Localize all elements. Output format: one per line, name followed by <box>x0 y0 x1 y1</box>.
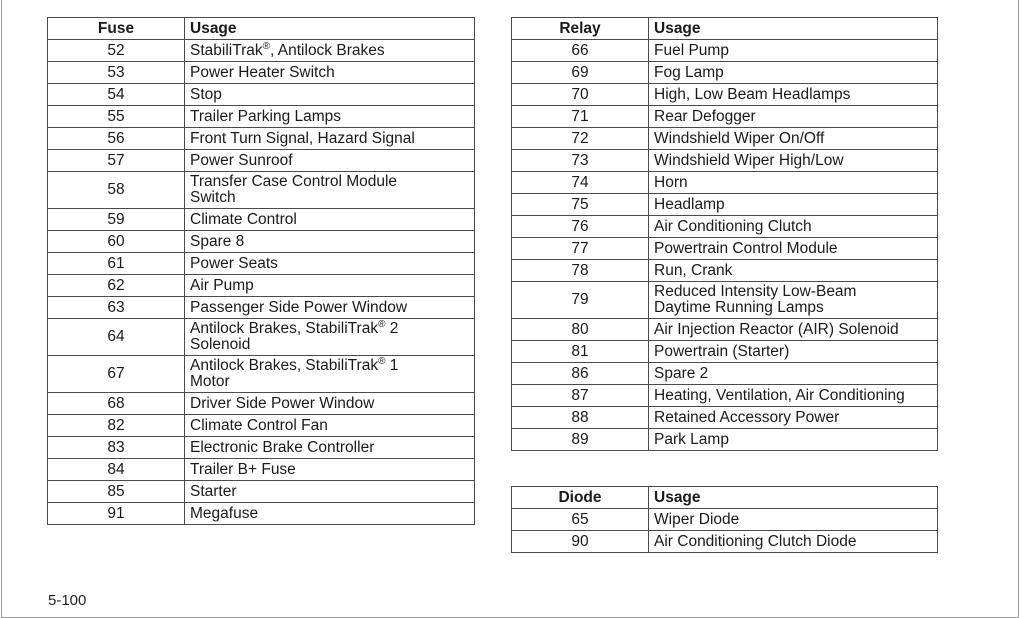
usage-text: Electronic Brake Controller <box>190 438 375 456</box>
table-row <box>512 319 938 341</box>
table-row <box>48 393 475 415</box>
table-row <box>48 356 475 393</box>
usage-text: Air Conditioning Clutch Diode <box>654 532 857 550</box>
row-number-cell: 77 <box>512 238 649 260</box>
usage-text: Front Turn Signal, Hazard Signal <box>190 129 415 147</box>
row-number-cell: 53 <box>48 62 185 84</box>
usage-text: Air Injection Reactor (AIR) Solenoid <box>654 320 899 338</box>
table-row <box>512 172 938 194</box>
usage-text: Park Lamp <box>654 430 729 448</box>
relay-column-header: Relay <box>512 18 649 40</box>
usage-cell <box>649 385 938 407</box>
usage-cell <box>185 356 475 393</box>
row-number-cell: 52 <box>48 40 185 62</box>
usage-cell <box>185 481 475 503</box>
usage-text: Climate Control <box>190 210 297 228</box>
usage-cell <box>649 150 938 172</box>
usage-text: Windshield Wiper On/Off <box>654 129 825 147</box>
usage-cell <box>649 260 938 282</box>
usage-text: Trailer B+ Fuse <box>190 460 296 478</box>
row-number-cell: 60 <box>48 231 185 253</box>
usage-text-after: 2 <box>385 320 399 337</box>
usage-cell <box>185 62 475 84</box>
usage-cell <box>649 341 938 363</box>
row-number-cell: 66 <box>512 40 649 62</box>
table-row <box>48 297 475 319</box>
relay-table-body <box>512 40 938 451</box>
usage-cell <box>649 429 938 451</box>
table-row <box>48 40 475 62</box>
usage-cell <box>649 319 938 341</box>
usage-text: Fog Lamp <box>654 63 724 81</box>
usage-cell <box>185 297 475 319</box>
row-number-cell: 67 <box>48 356 185 393</box>
usage-text: Driver Side Power Window <box>190 394 375 412</box>
row-number-cell: 75 <box>512 194 649 216</box>
usage-cell <box>649 216 938 238</box>
usage-text-line2: Daytime Running Lamps <box>654 299 824 316</box>
usage-text: Rear Defogger <box>654 107 756 125</box>
row-number-cell: 65 <box>512 509 649 531</box>
table-row <box>512 509 938 531</box>
usage-text: Trailer Parking Lamps <box>190 107 342 125</box>
usage-text: Antilock Brakes, StabiliTrak <box>190 357 379 374</box>
usage-cell <box>185 231 475 253</box>
registered-mark: ® <box>262 40 271 52</box>
row-number-cell: 78 <box>512 260 649 282</box>
relay-table <box>511 17 938 451</box>
table-row <box>48 481 475 503</box>
usage-text: Wiper Diode <box>654 510 740 528</box>
row-number-cell: 70 <box>512 84 649 106</box>
table-row <box>48 253 475 275</box>
usage-cell <box>649 106 938 128</box>
row-number-cell: 88 <box>512 407 649 429</box>
row-number-cell: 83 <box>48 437 185 459</box>
usage-text: Stop <box>190 85 222 103</box>
table-row <box>48 84 475 106</box>
table-row <box>512 128 938 150</box>
usage-text: Horn <box>654 173 688 191</box>
row-number-cell: 64 <box>48 319 185 356</box>
table-row <box>48 172 475 209</box>
usage-text: Powertrain (Starter) <box>654 342 790 360</box>
table-row <box>512 62 938 84</box>
table-row <box>512 84 938 106</box>
usage-cell <box>649 62 938 84</box>
table-row <box>512 106 938 128</box>
row-number-cell: 62 <box>48 275 185 297</box>
usage-text: StabiliTrak <box>190 41 263 59</box>
row-number-cell: 84 <box>48 459 185 481</box>
row-number-cell: 61 <box>48 253 185 275</box>
table-row <box>48 128 475 150</box>
diode-column-header: Diode <box>512 487 649 509</box>
usage-cell <box>649 407 938 429</box>
usage-text: Climate Control Fan <box>190 416 328 434</box>
usage-cell <box>649 282 938 319</box>
row-number-cell: 68 <box>48 393 185 415</box>
fuse-table <box>47 17 475 525</box>
table-row <box>512 260 938 282</box>
row-number-cell: 86 <box>512 363 649 385</box>
usage-text-line2: Solenoid <box>190 336 251 353</box>
usage-cell <box>185 106 475 128</box>
table-row <box>512 429 938 451</box>
usage-text: Reduced Intensity Low-Beam <box>654 283 857 300</box>
fuse-table-body <box>48 40 475 525</box>
usage-text: Spare 2 <box>654 364 709 382</box>
usage-text: Run, Crank <box>654 261 733 279</box>
table-row <box>48 106 475 128</box>
usage-cell <box>185 415 475 437</box>
row-number-cell: 81 <box>512 341 649 363</box>
table-row <box>512 40 938 62</box>
usage-cell <box>649 194 938 216</box>
usage-text: Antilock Brakes, StabiliTrak <box>190 320 379 337</box>
row-number-cell: 71 <box>512 106 649 128</box>
row-number-cell: 80 <box>512 319 649 341</box>
usage-cell <box>649 128 938 150</box>
row-number-cell: 59 <box>48 209 185 231</box>
table-row <box>512 216 938 238</box>
usage-text: Air Conditioning Clutch <box>654 217 812 235</box>
usage-text: Power Heater Switch <box>190 63 335 81</box>
table-row <box>512 150 938 172</box>
row-number-cell: 63 <box>48 297 185 319</box>
row-number-cell: 91 <box>48 503 185 525</box>
row-number-cell: 58 <box>48 172 185 209</box>
table-row <box>512 363 938 385</box>
usage-text: High, Low Beam Headlamps <box>654 85 851 103</box>
fuse-table-header <box>48 18 475 40</box>
usage-text-after: , Antilock Brakes <box>270 41 385 59</box>
usage-cell <box>185 253 475 275</box>
registered-mark: ® <box>378 355 386 367</box>
row-number-cell: 76 <box>512 216 649 238</box>
row-number-cell: 55 <box>48 106 185 128</box>
table-row <box>48 503 475 525</box>
table-row <box>48 415 475 437</box>
usage-text: Powertrain Control Module <box>654 239 838 257</box>
usage-cell <box>649 84 938 106</box>
usage-cell <box>185 459 475 481</box>
table-row <box>512 341 938 363</box>
diode-table-body <box>512 509 938 553</box>
usage-cell <box>185 437 475 459</box>
table-row <box>48 319 475 356</box>
table-row <box>48 231 475 253</box>
usage-cell <box>649 40 938 62</box>
table-row <box>512 194 938 216</box>
diode-table <box>511 486 938 553</box>
row-number-cell: 82 <box>48 415 185 437</box>
row-number-cell: 73 <box>512 150 649 172</box>
table-row <box>512 238 938 260</box>
row-number-cell: 69 <box>512 62 649 84</box>
diode-table-header <box>512 487 938 509</box>
usage-text: Air Pump <box>190 276 254 294</box>
usage-text: Spare 8 <box>190 232 245 250</box>
usage-column-header: Usage <box>649 487 938 509</box>
usage-text: Power Seats <box>190 254 278 272</box>
relay-table-header <box>512 18 938 40</box>
usage-text-line2: Motor <box>190 373 230 390</box>
usage-text-line2: Switch <box>190 189 236 206</box>
usage-column-header: Usage <box>185 18 475 40</box>
usage-cell <box>185 150 475 172</box>
usage-cell <box>185 319 475 356</box>
row-number-cell: 74 <box>512 172 649 194</box>
usage-cell <box>185 275 475 297</box>
usage-cell <box>185 393 475 415</box>
usage-text: Starter <box>190 482 237 500</box>
usage-cell <box>185 172 475 209</box>
usage-cell <box>649 509 938 531</box>
usage-text: Windshield Wiper High/Low <box>654 151 844 169</box>
usage-cell <box>185 128 475 150</box>
usage-text: Retained Accessory Power <box>654 408 840 426</box>
row-number-cell: 79 <box>512 282 649 319</box>
usage-text: Headlamp <box>654 195 725 213</box>
table-row <box>512 282 938 319</box>
table-row <box>48 150 475 172</box>
table-row <box>48 459 475 481</box>
table-row <box>48 275 475 297</box>
usage-cell <box>649 531 938 553</box>
row-number-cell: 56 <box>48 128 185 150</box>
usage-cell <box>185 40 475 62</box>
row-number-cell: 85 <box>48 481 185 503</box>
usage-cell <box>649 172 938 194</box>
table-row <box>48 62 475 84</box>
row-number-cell: 87 <box>512 385 649 407</box>
page-number: 5-100 <box>48 592 87 609</box>
fuse-column-header: Fuse <box>48 18 185 40</box>
table-row <box>512 407 938 429</box>
usage-text: Passenger Side Power Window <box>190 298 408 316</box>
usage-cell <box>185 503 475 525</box>
table-row <box>48 209 475 231</box>
row-number-cell: 57 <box>48 150 185 172</box>
row-number-cell: 89 <box>512 429 649 451</box>
usage-cell <box>649 363 938 385</box>
row-number-cell: 54 <box>48 84 185 106</box>
usage-cell <box>185 84 475 106</box>
table-row <box>512 531 938 553</box>
usage-text-after: 1 <box>385 357 399 374</box>
usage-cell <box>649 238 938 260</box>
usage-text: Transfer Case Control Module <box>190 173 398 190</box>
usage-text: Megafuse <box>190 504 259 522</box>
row-number-cell: 72 <box>512 128 649 150</box>
table-row <box>512 385 938 407</box>
usage-column-header: Usage <box>649 18 938 40</box>
usage-text: Fuel Pump <box>654 41 729 59</box>
table-row <box>48 437 475 459</box>
row-number-cell: 90 <box>512 531 649 553</box>
usage-text: Heating, Ventilation, Air Conditioning <box>654 386 905 404</box>
usage-text: Power Sunroof <box>190 151 293 169</box>
usage-cell <box>185 209 475 231</box>
registered-mark: ® <box>378 318 386 330</box>
